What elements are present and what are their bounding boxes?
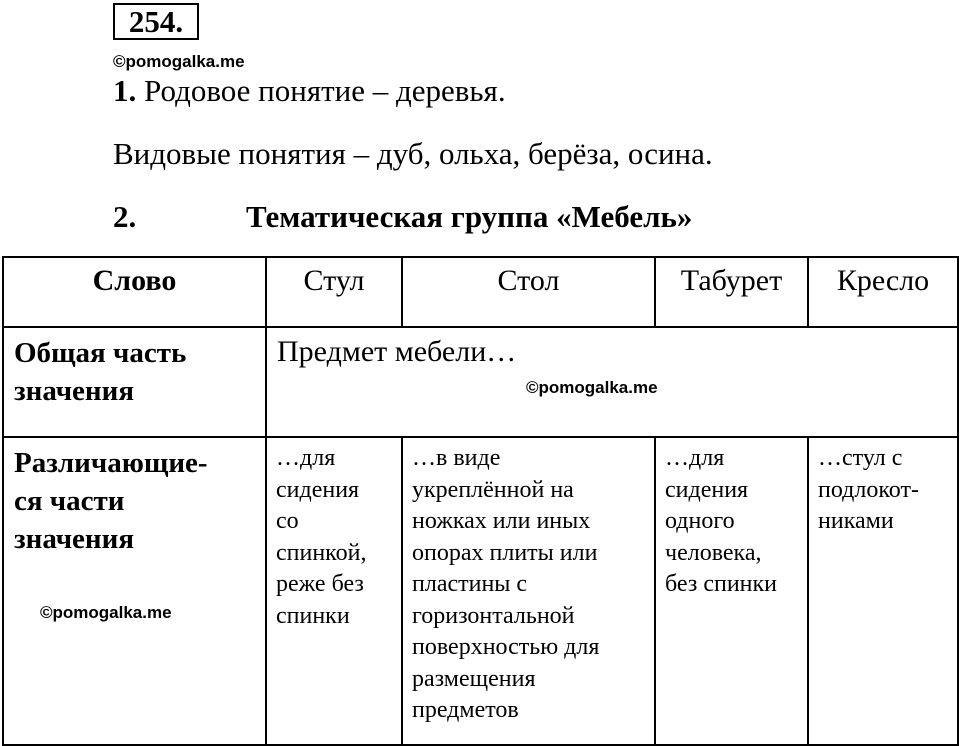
item1-line2: Видовые понятия – дуб, ольха, берёза, осина. — [113, 136, 713, 171]
distinct-part-label-cell — [3, 437, 266, 745]
common-part-value: Предмет мебели… — [277, 335, 517, 368]
desc-line: реже без — [276, 571, 364, 597]
desc-line: ножках или иных — [412, 508, 591, 534]
table-header-row — [3, 257, 958, 327]
desc-line: …для — [276, 445, 336, 471]
distinct-label-line1: Различающие- — [14, 447, 208, 479]
desc-line: человека, — [665, 539, 762, 566]
item1-line1 — [113, 73, 506, 109]
distinct-value-stul — [266, 437, 402, 745]
distinct-label-line3: значения — [14, 523, 135, 555]
common-part-label-cell — [3, 327, 266, 437]
desc-line: укреплённой на — [412, 476, 574, 503]
desc-line: пластины с — [412, 571, 528, 597]
desc-line: размещения — [412, 665, 536, 692]
item1-number: 1. — [113, 73, 137, 108]
table-row-common — [3, 327, 958, 437]
desc-line: сидения — [276, 476, 360, 503]
desc-line: спинки — [276, 602, 350, 629]
desc-line: …для — [665, 445, 725, 471]
watermark-top: ©pomogalka.me — [113, 52, 245, 71]
common-label-line2: значения — [14, 375, 135, 407]
header-word-kreslo: Кресло — [808, 257, 958, 327]
table-row-distinct — [3, 437, 958, 745]
desc-line: поверхностью для — [412, 634, 600, 660]
desc-line: спинкой, — [276, 539, 367, 566]
desc-line: никами — [818, 508, 894, 534]
desc-line: …стул с — [818, 445, 903, 471]
desc-line: сидения — [665, 476, 749, 503]
watermark-middle: ©pomogalka.me — [526, 378, 658, 397]
watermark-bottom: ©pomogalka.me — [40, 603, 172, 622]
desc-line: со — [276, 508, 299, 534]
item2-heading: Тематическая группа «Мебель» — [246, 199, 693, 234]
desc-line: опорах плиты или — [412, 539, 598, 566]
common-label-line1: Общая часть — [14, 337, 187, 369]
desc-line: горизонтальной — [412, 602, 575, 629]
distinct-label-line2: ся части — [14, 485, 125, 517]
furniture-table — [2, 256, 959, 746]
desc-line: подлокот- — [818, 476, 919, 503]
header-word-stul: Стул — [266, 257, 402, 327]
header-word-taburet: Табурет — [655, 257, 808, 327]
desc-line: …в виде — [412, 445, 501, 471]
exercise-number: 254. — [113, 3, 199, 40]
item2-number: 2. — [113, 199, 137, 234]
distinct-value-stol — [402, 437, 655, 745]
item1-text1: Родовое понятие – деревья. — [144, 73, 506, 108]
header-word-stol: Стол — [402, 257, 655, 327]
desc-line: предметов — [412, 697, 519, 723]
common-part-value-cell — [266, 327, 958, 437]
distinct-value-taburet — [655, 437, 808, 745]
desc-line: одного — [665, 508, 735, 534]
header-word-label: Слово — [3, 257, 266, 327]
distinct-value-kreslo — [808, 437, 958, 745]
desc-line: без спинки — [665, 571, 778, 597]
